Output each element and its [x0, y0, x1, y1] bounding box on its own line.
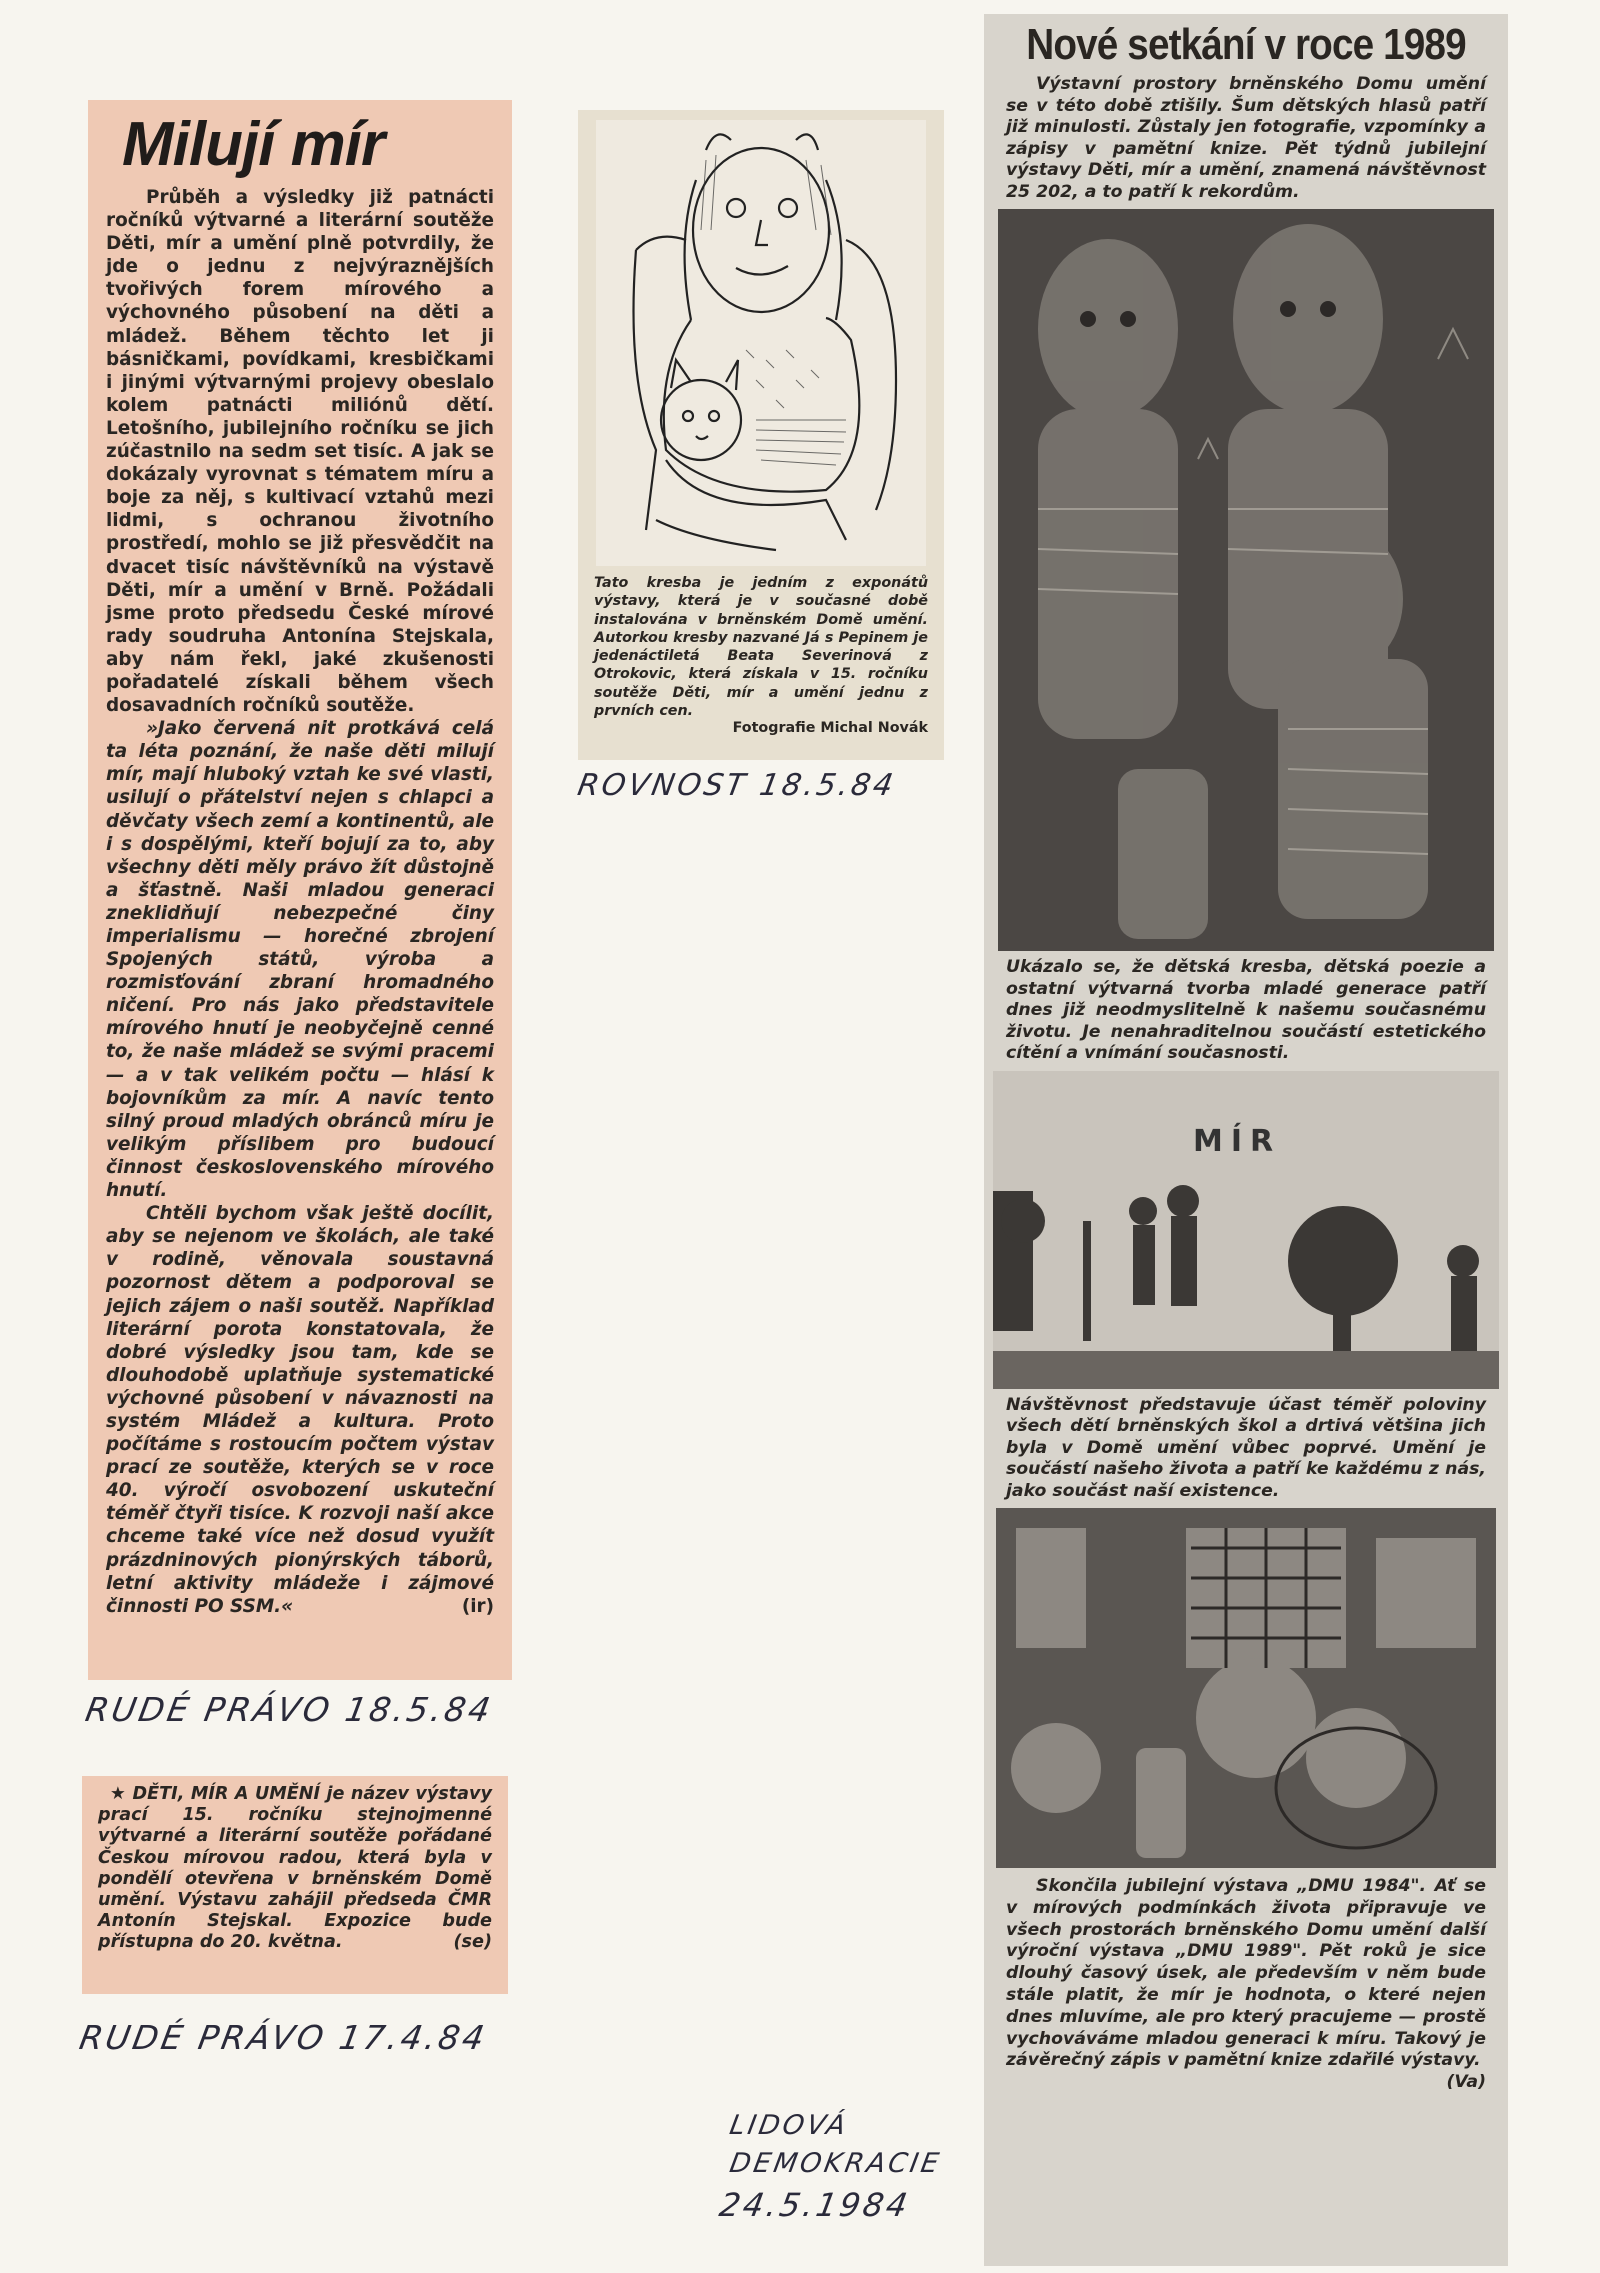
brief-signature: (se)	[453, 1932, 492, 1953]
handwritten-note-rovnost: ROVNOST 18.5.84	[574, 768, 899, 803]
handwritten-note-lidova: LIDOVÁ	[727, 2110, 851, 2141]
article-title-right: Nové setkání v roce 1989	[1026, 20, 1466, 69]
photo-credit: Fotografie Michal Novák	[732, 720, 928, 737]
final-text: Skončila jubilejní výstava „DMU 1984". Ať se v mírových podmínkách života připravuje ve všech prostorách brněnského Domu umění další výroční výstava „DMU 1989". Pět roků je sice dlouhý časový úsek, ale především v něm bude stále platit, že mír je hodnota, o které nejen dnes mluvíme, ale pro který pracujeme — prostě vychováváme mladou generaci k míru. Takový je závěrečný zápis v pamětní knize zdařilé výstavy.	[1006, 1876, 1486, 2071]
handwritten-note-date: 24.5.1984	[716, 2186, 914, 2224]
article-paragraph-3	[106, 1202, 494, 1618]
photo-children-drawing-1	[998, 209, 1494, 951]
article-signature: (ir)	[461, 1595, 494, 1617]
photo-children-drawing-3	[996, 1508, 1496, 1868]
drawing-caption: Tato kresba je jedním z exponátů výstavy, která je v současné době instalována v brněnském Domě umění. Autorkou kresby nazvané Já s Pepinem je jedenáctiletá Beata Severinová z Otrokovic, která získala v 15. ročníku soutěže Děti, mír a umění jednu z prvních cen.	[594, 575, 928, 720]
article-drawing-clipping	[578, 110, 944, 760]
handwritten-note-rude-pravo-1: RUDÉ PRÁVO 18.5.84	[82, 1690, 497, 1729]
photo-label-mir: MÍR	[1193, 1123, 1282, 1159]
photo-caption-2: Návštěvnost představuje účast téměř poloviny všech dětí brněnských škol a drtivá většina jich byla v Domě umění vůbec poprvé. Umění je součástí našeho života a patří ke každému z nás, jako součást naší existence.	[1006, 1394, 1486, 1501]
article-brief	[82, 1776, 508, 1994]
photo-children-drawing-2	[993, 1071, 1499, 1389]
article-intro: Výstavní prostory brněnského Domu umění se v této době ztišily. Šum dětských hlasů patří již minulosti. Zůstaly jen fotografie, vzpomínky a zápisy v pamětní knize. Pět týdnů jubilejní výstavy Děti, mír a umění, znamená návštěvnost 25 202, a to patří k rekordům.	[1006, 74, 1486, 202]
article-paragraph-2: »Jako červená nit protkává celá ta léta poznání, že naše děti milují mír, mají hluboký vztah ke své vlasti, usilují o přátelství nejen s chlapci a děvčaty všech zemí a kontinentů, ale i s dospělými, kteří bojují za to, aby všechny děti měly právo žít důstojně a šťastně. Naši mladou generaci zneklidňují nebezpečné činy imperialismu — horečné zbrojení Spojených států, výroba a rozmisťování zbraní hromadného ničení. Pro nás jako představitele mírového hnutí je neobyčejně cenné to, že naše mládež se svými pracemi — a v tak velikém počtu — hlásí k bojovníkům za mír. A navíc tento silný proud mladých obránců míru je velikým příslibem pro budoucí činnost československého mírového hnutí.	[106, 718, 494, 1202]
brief-body: ★ DĚTI, MÍR A UMĚNÍ je název výstavy prací 15. ročníku stejnojmenné výtvarné a literární soutěže pořádané Českou mírovou radou, která byla v pondělí otevřena v brněnském Domě umění. Výstavu zahájil předseda ČMR Antonín Stejskal. Expozice bude přístupna do 20. května.	[98, 1784, 492, 1953]
brief-text	[98, 1784, 492, 1954]
article-paragraph-1: Průběh a výsledky již patnácti ročníků výtvarné a literární soutěže Děti, mír a umění plně potvrdily, že jde o jednu z nejvýraznějších tvořivých forem mírového a výchovného působení na děti a mládež. Během těchto let ji básničkami, povídkami, kresbičkami i jinými výtvarnými projevy obeslalo kolem patnácti miliónů dětí. Letošního, jubilejního ročníku se jich zúčastnilo na sedm set tisíc. A jak se dokázaly vyrovnat s tématem míru a boje za něj, s kultivací vztahů mezi lidmi, s ochranou životního prostředí, mohlo se již přesvědčit na dvacet tisíc návštěvníků na výstavě Děti, mír a umění v Brně. Požádali jsme proto předsedu České mírové rady soudruha Antonína Stejskala, aby nám řekl, jaké zkušenosti pořadatelé získali během všech dosavadních ročníků soutěže.	[106, 187, 494, 717]
article-milujeme-mir	[88, 100, 512, 1680]
article-nove-setkani	[984, 14, 1508, 2266]
photo-caption-1: Ukázalo se, že dětská kresba, dětská poezie a ostatní výtvarná tvorba mladé generace patří dnes již neodmyslitelně k našemu současnému životu. Je nenahraditelnou součástí estetického cítění a vnímání současnosti.	[1006, 957, 1486, 1063]
child-drawing-image	[596, 120, 926, 566]
final-signature: (Va)	[1446, 2072, 1486, 2093]
paragraph-3-text: Chtěli bychom však ještě docílit, aby se nejenom ve školách, ale také v rodině, věnovala soustavná pozornost dětem a podporoval se jejich zájem o naši soutěž. Například literární porota konstatovala, že dobré výsledky jsou tam, kde se dlouhodobě uplatňuje systematické výchovné působení v návaznosti na systém Mládež a kultura. Proto počítáme s rostoucím počtem výstav prací ze soutěže, kterých se v roce 40. výročí osvobození uskuteční téměř čtyři tisíce. K rozvoji naší akce chceme také více než dosud využít prázdninových pionýrských táborů, letní aktivity mládeže i zájmové činnosti PO SSM.«	[106, 1203, 494, 1617]
article-title: Milují mír	[122, 110, 385, 179]
article-final-paragraph	[1006, 1876, 1486, 2093]
handwritten-note-demokracie: DEMOKRACIE	[727, 2148, 944, 2179]
handwritten-note-rude-pravo-2: RUDÉ PRÁVO 17.4.84	[76, 2018, 491, 2057]
